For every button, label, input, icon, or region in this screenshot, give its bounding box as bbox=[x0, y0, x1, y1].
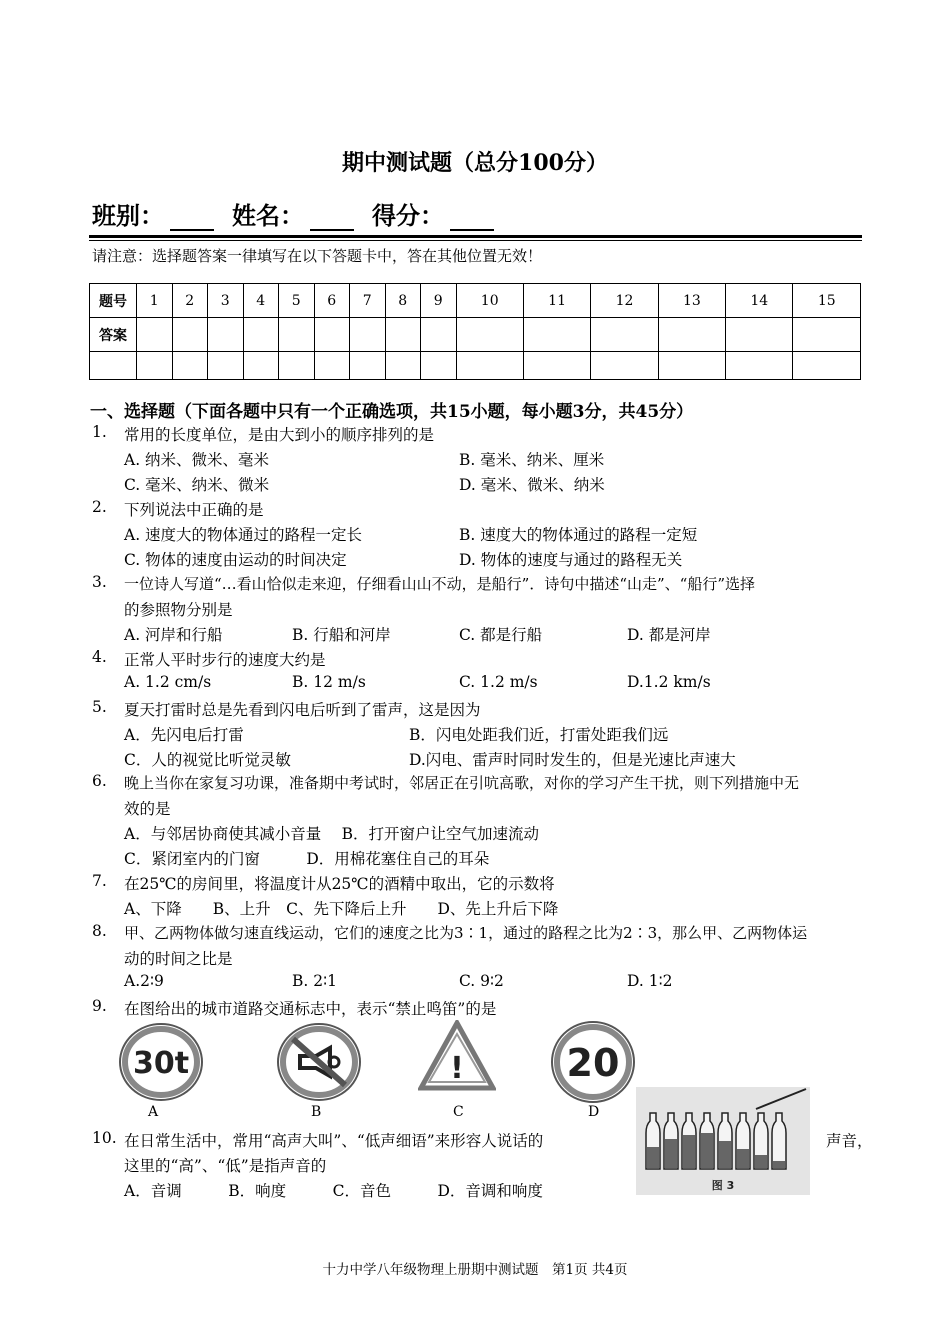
answer-cell[interactable] bbox=[208, 318, 244, 352]
no-horn-sign-icon bbox=[276, 1022, 362, 1102]
answer-cell[interactable] bbox=[456, 318, 523, 352]
qnum-cell: 3 bbox=[208, 284, 244, 318]
option-a: A. 河岸和行船 bbox=[124, 626, 223, 644]
qnum-cell: 8 bbox=[385, 284, 421, 318]
blank-cell[interactable] bbox=[523, 352, 590, 380]
qnum-cell: 1 bbox=[137, 284, 173, 318]
answer-row bbox=[90, 318, 861, 352]
question-stem: 一位诗人写道“…看山恰似走来迎，仔细看山山不动，是船行”．诗句中描述“山走”、“船行”选择 bbox=[124, 575, 756, 593]
option-b: B. 毫米、纳米、厘米 bbox=[459, 451, 605, 469]
qnum-cell: 6 bbox=[314, 284, 350, 318]
option-a: A. 速度大的物体通过的路程一定长 bbox=[124, 526, 363, 544]
blank-cell[interactable] bbox=[421, 352, 457, 380]
option-d: D.1.2 km/s bbox=[627, 673, 711, 691]
question-number: 10. bbox=[92, 1129, 117, 1147]
blank-cell[interactable] bbox=[658, 352, 725, 380]
blank-cell bbox=[90, 352, 137, 380]
page-footer: 十力中学八年级物理上册期中测试题 第1页 共4页 bbox=[322, 1262, 628, 1278]
blank-cell[interactable] bbox=[591, 352, 658, 380]
answer-cell[interactable] bbox=[243, 318, 279, 352]
warning-triangle-icon bbox=[418, 1020, 496, 1092]
qnum-cell: 2 bbox=[172, 284, 208, 318]
question-number: 3. bbox=[92, 573, 107, 591]
option-b: B．闪电处距我们近，打雷处距我们远 bbox=[409, 726, 669, 744]
class-label: 班别： bbox=[92, 201, 164, 230]
option-c: C. 毫米、纳米、微米 bbox=[124, 476, 270, 494]
options-line: A．音调 B．响度 C．音色 D．音调和响度 bbox=[124, 1182, 543, 1200]
option-c: C. 9∶2 bbox=[459, 972, 504, 990]
qnum-cell: 15 bbox=[793, 284, 861, 318]
answer-cell[interactable] bbox=[172, 318, 208, 352]
option-d: D. 毫米、微米、纳米 bbox=[459, 476, 605, 494]
name-blank[interactable] bbox=[310, 203, 354, 231]
option-a: A. 1.2 cm/s bbox=[124, 673, 212, 691]
option-d: D. 都是河岸 bbox=[627, 626, 711, 644]
blank-cell[interactable] bbox=[314, 352, 350, 380]
answer-cell[interactable] bbox=[314, 318, 350, 352]
blank-cell[interactable] bbox=[279, 352, 315, 380]
question-stem-end: 声音， bbox=[826, 1132, 873, 1150]
blank-cell[interactable] bbox=[456, 352, 523, 380]
qnum-cell: 10 bbox=[456, 284, 523, 318]
answer-cell[interactable] bbox=[137, 318, 173, 352]
answer-cell[interactable] bbox=[385, 318, 421, 352]
page-title: 期中测试题（总分100分） bbox=[342, 150, 608, 176]
answer-cell[interactable] bbox=[421, 318, 457, 352]
qnum-cell: 7 bbox=[350, 284, 386, 318]
section-heading: 一、选择题（下面各题中只有一个正确选项，共15小题，每小题3分，共45分） bbox=[90, 402, 694, 422]
blank-cell[interactable] bbox=[726, 352, 793, 380]
option-b: B. 2∶1 bbox=[292, 972, 338, 990]
qnum-cell: 5 bbox=[279, 284, 315, 318]
option-c: C. 1.2 m/s bbox=[459, 673, 538, 691]
answer-cell[interactable] bbox=[591, 318, 658, 352]
question-stem: 正常人平时步行的速度大约是 bbox=[124, 651, 326, 669]
question-stem-cont: 这里的“高”、“低”是指声音的 bbox=[124, 1157, 327, 1175]
question-number: 4. bbox=[92, 648, 107, 666]
sign-label-b: B bbox=[311, 1104, 322, 1120]
figure-3-caption: 图 3 bbox=[711, 1179, 735, 1192]
double-rule-thick bbox=[89, 235, 862, 238]
qnum-cell: 13 bbox=[658, 284, 725, 318]
question-number: 5. bbox=[92, 698, 107, 716]
blank-cell[interactable] bbox=[385, 352, 421, 380]
a-header: 答案 bbox=[90, 318, 137, 352]
answer-card-table bbox=[89, 283, 861, 380]
options-ab: A．与邻居协商使其减小音量 B．打开窗户让空气加速流动 bbox=[124, 825, 540, 843]
option-b: B. 行船和河岸 bbox=[292, 626, 391, 644]
question-number: 2. bbox=[92, 498, 107, 516]
option-d: D. 1∶2 bbox=[627, 972, 673, 990]
option-c: C．人的视觉比听觉灵敏 bbox=[124, 751, 291, 769]
question-stem: 在图给出的城市道路交通标志中，表示“禁止鸣笛”的是 bbox=[124, 1000, 497, 1018]
speed-limit-sign-icon bbox=[550, 1020, 636, 1104]
option-c: C. 都是行船 bbox=[459, 626, 543, 644]
option-a: A.2∶9 bbox=[124, 972, 164, 990]
qnum-cell: 12 bbox=[591, 284, 658, 318]
option-a: A．先闪电后打雷 bbox=[124, 726, 244, 744]
bottles-illustration-icon bbox=[636, 1087, 810, 1195]
blank-cell[interactable] bbox=[208, 352, 244, 380]
sign-label-c: C bbox=[453, 1104, 464, 1120]
q-header: 题号 bbox=[90, 284, 137, 318]
question-stem: 在日常生活中，常用“高声大叫”、“低声细语”来形容人说话的 bbox=[124, 1132, 544, 1150]
qnum-cell: 11 bbox=[523, 284, 590, 318]
sign-a-text: 30t bbox=[132, 1046, 190, 1081]
answer-cell[interactable] bbox=[658, 318, 725, 352]
blank-cell[interactable] bbox=[137, 352, 173, 380]
question-number: 8. bbox=[92, 922, 107, 940]
sign-d-text: 20 bbox=[566, 1041, 620, 1085]
options-line: A、下降 B、上升 C、先下降后上升 D、先上升后下降 bbox=[124, 900, 559, 918]
question-number-row bbox=[90, 284, 861, 318]
notice-text: 请注意：选择题答案一律填写在以下答题卡中，答在其他位置无效！ bbox=[92, 247, 543, 265]
score-label: 得分： bbox=[372, 201, 444, 230]
question-stem: 夏天打雷时总是先看到闪电后听到了雷声，这是因为 bbox=[124, 701, 481, 719]
class-blank[interactable] bbox=[170, 203, 214, 231]
option-a: A. 纳米、微米、毫米 bbox=[124, 451, 270, 469]
question-stem: 常用的长度单位，是由大到小的顺序排列的是 bbox=[124, 426, 435, 444]
question-number: 7. bbox=[92, 872, 107, 890]
answer-cell[interactable] bbox=[523, 318, 590, 352]
figure-3-bottles bbox=[636, 1087, 810, 1195]
answer-cell[interactable] bbox=[793, 318, 861, 352]
score-blank[interactable] bbox=[450, 203, 494, 231]
question-number: 6. bbox=[92, 772, 107, 790]
student-info-line bbox=[92, 196, 512, 231]
double-rule-thin bbox=[89, 240, 862, 241]
answer-cell[interactable] bbox=[350, 318, 386, 352]
blank-cell[interactable] bbox=[793, 352, 861, 380]
qnum-cell: 9 bbox=[421, 284, 457, 318]
sign-label-d: D bbox=[588, 1104, 600, 1120]
option-c: C. 物体的速度由运动的时间决定 bbox=[124, 551, 347, 569]
name-label: 姓名： bbox=[232, 201, 304, 230]
blank-cell[interactable] bbox=[243, 352, 279, 380]
sign-label-a: A bbox=[148, 1104, 159, 1120]
option-d: D.闪电、雷声时同时发生的，但是光速比声速大 bbox=[409, 751, 736, 769]
options-cd: C．紧闭室内的门窗 D．用棉花塞住自己的耳朵 bbox=[124, 850, 490, 868]
blank-cell[interactable] bbox=[172, 352, 208, 380]
question-stem: 甲、乙两物体做匀速直线运动，它们的速度之比为3∶1，通过的路程之比为2∶3，那么甲、乙两物体运 bbox=[124, 924, 808, 942]
question-stem-cont: 效的是 bbox=[124, 800, 171, 818]
question-stem-cont: 的参照物分别是 bbox=[124, 601, 233, 619]
option-b: B. 速度大的物体通过的路程一定短 bbox=[459, 526, 698, 544]
question-stem-cont: 动的时间之比是 bbox=[124, 950, 233, 968]
sign-weight-limit-icon bbox=[118, 1022, 204, 1102]
blank-cell[interactable] bbox=[350, 352, 386, 380]
option-b: B. 12 m/s bbox=[292, 673, 366, 691]
answer-cell[interactable] bbox=[279, 318, 315, 352]
option-d: D. 物体的速度与通过的路程无关 bbox=[459, 551, 683, 569]
blank-row bbox=[90, 352, 861, 380]
sign-c-text: ! bbox=[450, 1051, 464, 1086]
answer-cell[interactable] bbox=[726, 318, 793, 352]
qnum-cell: 4 bbox=[243, 284, 279, 318]
question-number: 9. bbox=[92, 997, 107, 1015]
question-number: 1. bbox=[92, 423, 107, 441]
qnum-cell: 14 bbox=[726, 284, 793, 318]
question-stem: 晚上当你在家复习功课，准备期中考试时，邻居正在引吭高歌，对你的学习产生干扰，则下列措施中无 bbox=[124, 774, 800, 792]
question-stem: 下列说法中正确的是 bbox=[124, 501, 264, 519]
question-stem: 在25℃的房间里，将温度计从25℃的酒精中取出，它的示数将 bbox=[124, 875, 555, 893]
